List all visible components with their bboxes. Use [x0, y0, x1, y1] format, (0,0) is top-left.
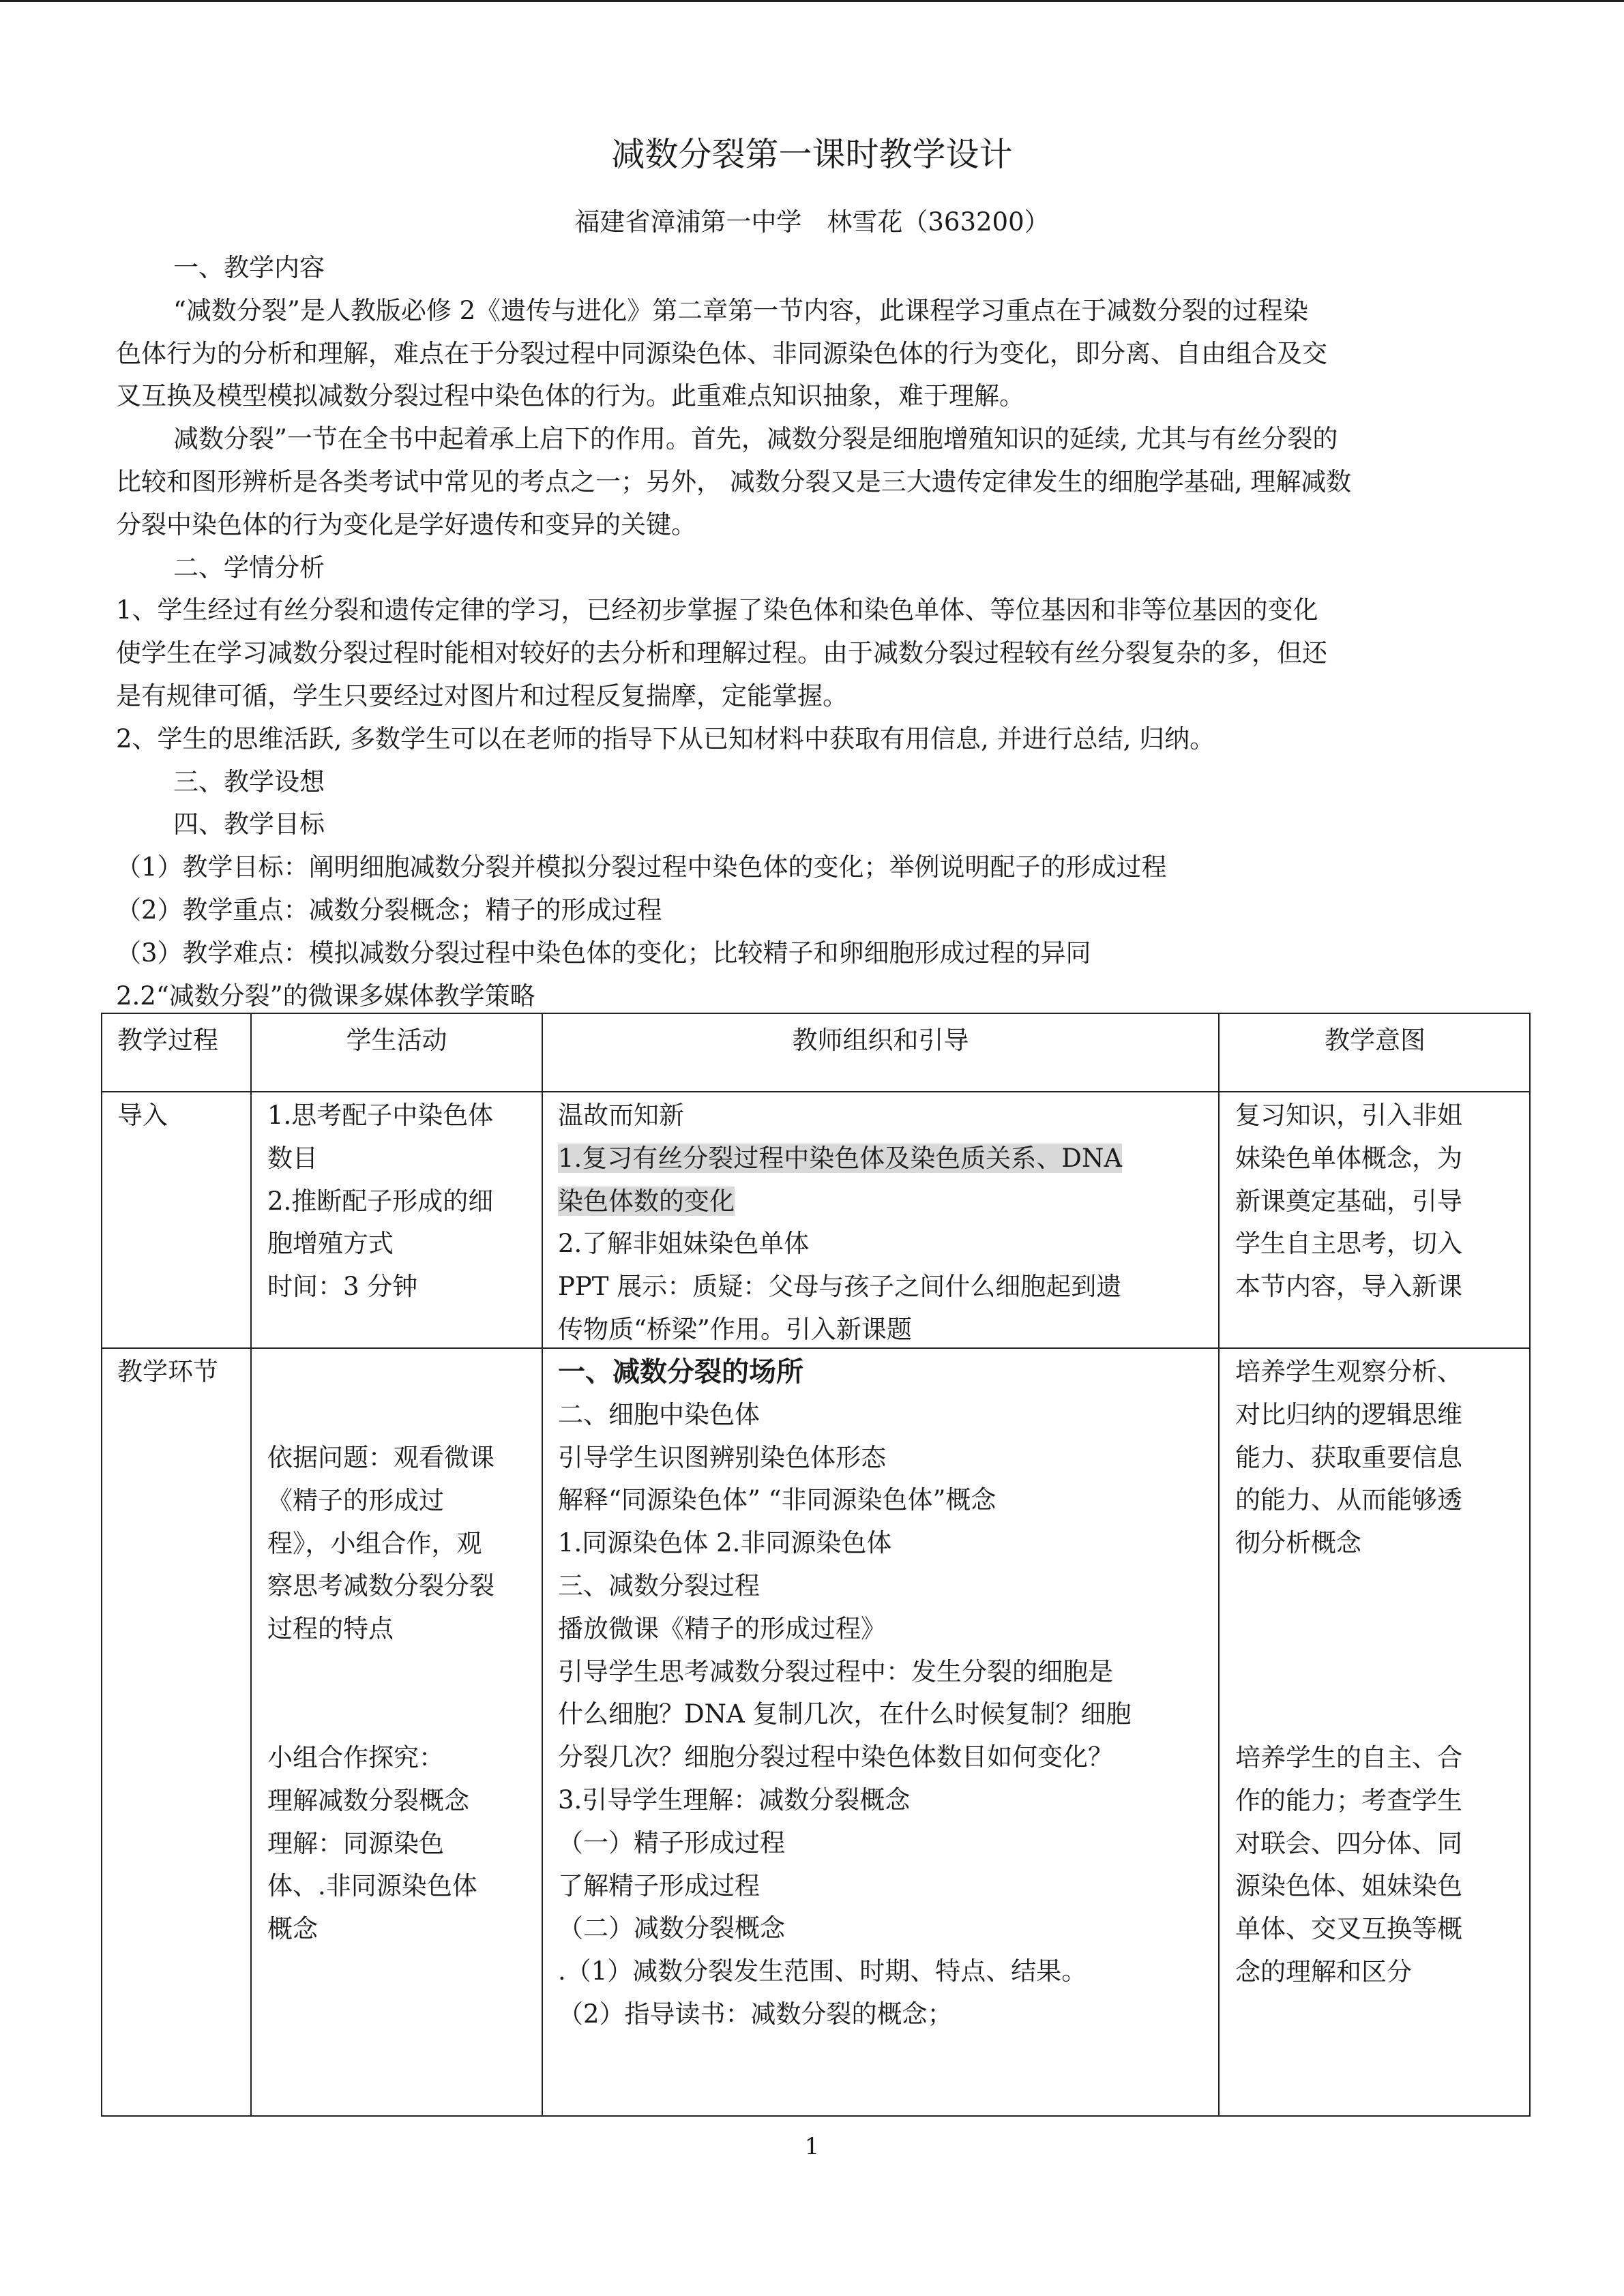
row-intent-main-b: [1235, 1737, 1462, 1994]
row-intent-intro: [1235, 1094, 1462, 1309]
cell-line: 念的理解和区分: [1235, 1956, 1412, 1986]
body-line: 叉互换及模型模拟减数分裂过程中染色体的行为。此重难点知识抽象，难于理解。: [116, 381, 1024, 411]
cell-line: 引导学生识图辨别染色体形态: [558, 1442, 886, 1472]
cell-line: 温故而知新: [558, 1101, 684, 1130]
row-intent-main-a: [1235, 1351, 1462, 1565]
body-line: 1、学生经过有丝分裂和遗传定律的学习，已经初步掌握了染色体和染色单体、等位基因和非等位基因的变化: [116, 595, 1318, 625]
header-student: 学生活动: [346, 1026, 447, 1055]
row-student-intro: [267, 1094, 493, 1309]
row-teacher-main: [558, 1351, 1132, 2036]
cell-line: 妹染色单体概念，为: [1235, 1143, 1462, 1173]
cell-line: 新课奠定基础，引导: [1235, 1186, 1462, 1216]
cell-line: 学生自主思考，切入: [1235, 1229, 1462, 1259]
row-process-intro: 导入: [117, 1101, 168, 1130]
cell-line: （二）减数分裂概念: [558, 1913, 785, 1943]
header-intent: 教学意图: [1325, 1026, 1426, 1055]
cell-line: 复习知识，引入非姐: [1235, 1101, 1462, 1130]
cell-line: 分裂几次？细胞分裂过程中染色体数目如何变化？: [558, 1742, 1113, 1772]
cell-line: 培养学生观察分析、: [1235, 1357, 1462, 1386]
highlighted-line: 染色体数的变化: [558, 1186, 735, 1216]
top-border-line: [0, 0, 1624, 2]
table-col-divider: [1218, 1014, 1220, 2115]
section-heading: 一、减数分裂的场所: [558, 1356, 803, 1388]
cell-line: 单体、交叉互换等概: [1235, 1914, 1462, 1944]
cell-line: 的能力、从而能够透: [1235, 1485, 1462, 1515]
cell-line: 时间：3 分钟: [267, 1272, 418, 1302]
cell-line: PPT 展示：质疑：父母与孩子之间什么细胞起到遗: [558, 1272, 1122, 1302]
cell-line: 彻分析概念: [1235, 1528, 1361, 1558]
row-process-main: 教学环节: [117, 1357, 218, 1386]
row-student-main-a: [267, 1437, 494, 1651]
cell-line: 察思考减数分裂分裂: [267, 1571, 494, 1601]
cell-line: 小组合作探究：: [267, 1743, 444, 1772]
body-line: 比较和图形辨析是各类考试中常见的考点之一；另外， 减数分裂又是三大遗传定律发生的细胞学基础, 理解减数: [116, 466, 1352, 496]
cell-line: 对比归纳的逻辑思维: [1235, 1399, 1462, 1429]
body-line: “减数分裂”是人教版必修 2《遗传与进化》第二章第一节内容，此课程学习重点在于减数分裂的过程染: [173, 295, 1309, 325]
body-line: （2）教学重点：减数分裂概念；精子的形成过程: [116, 895, 662, 925]
body-line: （1）教学目标：阐明细胞减数分裂并模拟分裂过程中染色体的变化；举例说明配子的形成过程: [116, 852, 1167, 882]
cell-line: 体、.非同源染色体: [267, 1871, 477, 1901]
cell-line: .（1）减数分裂发生范围、时期、特点、结果。: [558, 1956, 1087, 1986]
table-col-divider: [542, 1014, 543, 2115]
body-line: 二、学情分析: [173, 552, 325, 582]
body-line: 是有规律可循，学生只要经过对图片和过程反复揣摩，定能掌握。: [116, 681, 848, 711]
cell-line: 依据问题：观看微课: [267, 1443, 494, 1472]
cell-line: 2.了解非姐妹染色单体: [558, 1229, 810, 1259]
cell-line: 1.同源染色体 2.非同源染色体: [558, 1528, 892, 1558]
cell-line: 二、细胞中染色体: [558, 1399, 760, 1429]
cell-line: 播放微课《精子的形成过程》: [558, 1613, 886, 1643]
cell-line: 程》，小组合作，观: [267, 1528, 482, 1558]
cell-line: 作的能力；考查学生: [1235, 1785, 1462, 1815]
body-line: 色体行为的分析和理解，难点在于分裂过程中同源染色体、非同源染色体的行为变化，即分离、自由组合及交: [116, 338, 1327, 368]
cell-line: 概念: [267, 1914, 318, 1944]
body-line: 四、教学目标: [173, 809, 325, 839]
cell-line: （一）精子形成过程: [558, 1828, 785, 1858]
body-line: 一、教学内容: [173, 253, 325, 282]
highlighted-line: 1.复习有丝分裂过程中染色体及染色质关系、DNA: [558, 1143, 1123, 1173]
cell-line: 2.推断配子形成的细: [267, 1186, 494, 1216]
cell-line: 能力、获取重要信息: [1235, 1442, 1462, 1472]
document-author-line: 福建省漳浦第一中学 林雪花（363200）: [574, 207, 1050, 237]
cell-line: 引导学生思考减数分裂过程中：发生分裂的细胞是: [558, 1656, 1113, 1686]
cell-line: 理解：同源染色: [267, 1828, 444, 1858]
cell-line: 《精子的形成过: [267, 1485, 444, 1515]
cell-line: 3.引导学生理解：减数分裂概念: [558, 1785, 911, 1815]
cell-line: 1.思考配子中染色体: [267, 1101, 494, 1130]
header-teacher: 教师组织和引导: [792, 1026, 969, 1055]
document-title: 减数分裂第一课时教学设计: [611, 135, 1013, 174]
cell-line: 什么细胞？DNA 复制几次，在什么时候复制？细胞: [558, 1699, 1132, 1729]
cell-line: 过程的特点: [267, 1614, 394, 1644]
cell-line: 对联会、四分体、同: [1235, 1828, 1462, 1858]
body-line: 减数分裂”一节在全书中起着承上启下的作用。首先，减数分裂是细胞增殖知识的延续, 尤其与有丝分裂的: [173, 424, 1338, 454]
body-line: 2.2“减数分裂”的微课多媒体教学策略: [116, 981, 535, 1011]
cell-line: （2）指导读书：减数分裂的概念；: [558, 1999, 953, 2029]
cell-line: 三、减数分裂过程: [558, 1570, 760, 1600]
table-row-divider: [102, 1091, 1529, 1092]
header-process: 教学过程: [117, 1026, 218, 1055]
table-col-divider: [250, 1014, 252, 2115]
cell-line: 理解减数分裂概念: [267, 1785, 469, 1815]
cell-line: 了解精子形成过程: [558, 1870, 760, 1900]
document-body: [116, 247, 1514, 1017]
page-number: 1: [804, 2133, 820, 2160]
body-line: 分裂中染色体的行为变化是学好遗传和变异的关键。: [116, 509, 696, 539]
body-line: （3）教学难点：模拟减数分裂过程中染色体的变化；比较精子和卵细胞形成过程的异同: [116, 938, 1091, 968]
body-line: 三、教学设想: [173, 766, 325, 796]
cell-line: 数目: [267, 1143, 318, 1173]
body-line: 2、学生的思维活跃, 多数学生可以在老师的指导下从已知材料中获取有用信息, 并进行总结, 归纳。: [116, 724, 1215, 754]
body-line: 使学生在学习减数分裂过程时能相对较好的去分析和理解过程。由于减数分裂过程较有丝分裂复杂的多，但还: [116, 638, 1327, 668]
cell-line: 解释“同源染色体” “非同源染色体”概念: [558, 1485, 996, 1515]
row-student-main-b: [267, 1737, 477, 1951]
cell-line: 本节内容，导入新课: [1235, 1272, 1462, 1302]
cell-line: 培养学生的自主、合: [1235, 1743, 1462, 1772]
cell-line: 胞增殖方式: [267, 1229, 394, 1259]
row-teacher-intro: [558, 1094, 1122, 1352]
cell-line: 源染色体、姐妹染色: [1235, 1871, 1462, 1901]
cell-line: 传物质“桥梁”作用。引入新课题: [558, 1314, 912, 1344]
teaching-strategy-table: [101, 1013, 1531, 2117]
